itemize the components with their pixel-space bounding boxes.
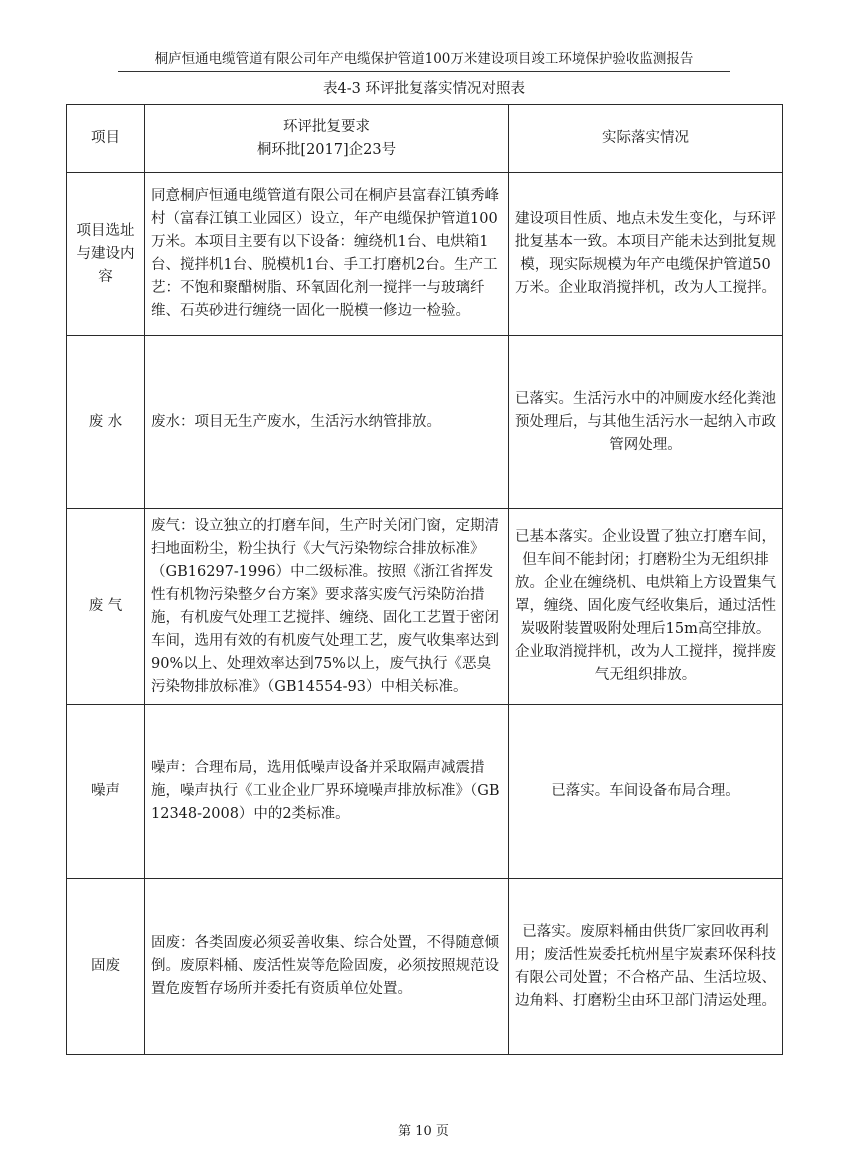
row-requirement: 废气：设立独立的打磨车间，生产时关闭门窗，定期清扫地面粉尘，粉尘执行《大气污染物综合排放标准》（GB16297-1996）中二级标准。按照《浙江省挥发性有机物污染整夕台方案》要求落实废气污染防治措施，有机废气处理工艺搅拌、缠绕、固化工艺置于密闭车间，选用有效的有机废气处理工艺，废气收集率达到90%以上、处理效率达到75%以上，废气执行《恶臭污染物排放标准》（GB14554-93）中相关标准。 — [145, 509, 509, 705]
header-divider — [118, 71, 730, 72]
row-item-label: 废 水 — [67, 336, 145, 509]
table-caption: 表4-3 环评批复落实情况对照表 — [323, 81, 525, 97]
page-number: 第 10 页 — [398, 1124, 449, 1139]
table-row — [67, 173, 783, 336]
header-item: 项目 — [67, 105, 145, 173]
row-requirement: 废水：项目无生产废水，生活污水纳管排放。 — [145, 336, 509, 509]
running-header: 桐庐恒通电缆管道有限公司年产电缆保护管道100万米建设项目竣工环境保护验收监测报告 — [154, 51, 694, 67]
approval-implementation-table — [66, 104, 783, 1055]
table-row — [67, 879, 783, 1055]
row-item-label: 固废 — [67, 879, 145, 1055]
header-actual: 实际落实情况 — [509, 105, 783, 173]
header-requirement — [145, 105, 509, 173]
header-requirement-ref: 桐环批[2017]企23号 — [256, 141, 397, 158]
row-requirement: 噪声：合理布局，选用低噪声设备并采取隔声减震措施，噪声执行《工业企业厂界环境噪声排放标准》（GB12348-2008）中的2类标准。 — [145, 705, 509, 879]
table-header-row — [67, 105, 783, 173]
row-requirement: 同意桐庐恒通电缆管道有限公司在桐庐县富春江镇秀峰村（富春江镇工业园区）设立，年产电缆保护管道100万米。本项目主要有以下设备：缠绕机1台、电烘箱1台、搅拌机1台、脱模机1台、手工打磨机2台。生产工艺：不饱和聚醋树脂、环氧固化剂一搅拌一与玻璃纤维、石英砂进行缠绕一固化一脱模一修边一检验。 — [145, 173, 509, 336]
row-item-label: 项目选址与建设内容 — [67, 173, 145, 336]
row-actual: 已落实。车间设备布局合理。 — [509, 705, 783, 879]
row-requirement: 固废：各类固废必须妥善收集、综合处置，不得随意倾倒。废原料桶、废活性炭等危险固废，必须按照规范设置危废暂存场所并委托有资质单位处置。 — [145, 879, 509, 1055]
row-item-label: 废 气 — [67, 509, 145, 705]
row-item-label: 噪声 — [67, 705, 145, 879]
table-row — [67, 509, 783, 705]
row-actual: 已落实。废原料桶由供货厂家回收再利用；废活性炭委托杭州星宇炭素环保科技有限公司处置；不合格产品、生活垃圾、边角料、打磨粉尘由环卫部门清运处理。 — [509, 879, 783, 1055]
table-row — [67, 336, 783, 509]
row-actual: 建设项目性质、地点未发生变化，与环评批复基本一致。本项目产能未达到批复规模，现实际规模为年产电缆保护管道50万米。企业取消搅拌机，改为人工搅拌。 — [509, 173, 783, 336]
row-actual: 已基本落实。企业设置了独立打磨车间，但车间不能封闭；打磨粉尘为无组织排放。企业在缠绕机、电烘箱上方设置集气罩，缠绕、固化废气经收集后，通过活性炭吸附装置吸附处理后15m高空排放。企业取消搅拌机，改为人工搅拌，搅拌废气无组织排放。 — [509, 509, 783, 705]
row-actual: 已落实。生活污水中的冲厕废水经化粪池预处理后，与其他生活污水一起纳入市政管网处理。 — [509, 336, 783, 509]
table-row — [67, 705, 783, 879]
header-requirement-title: 环评批复要求 — [283, 118, 370, 135]
